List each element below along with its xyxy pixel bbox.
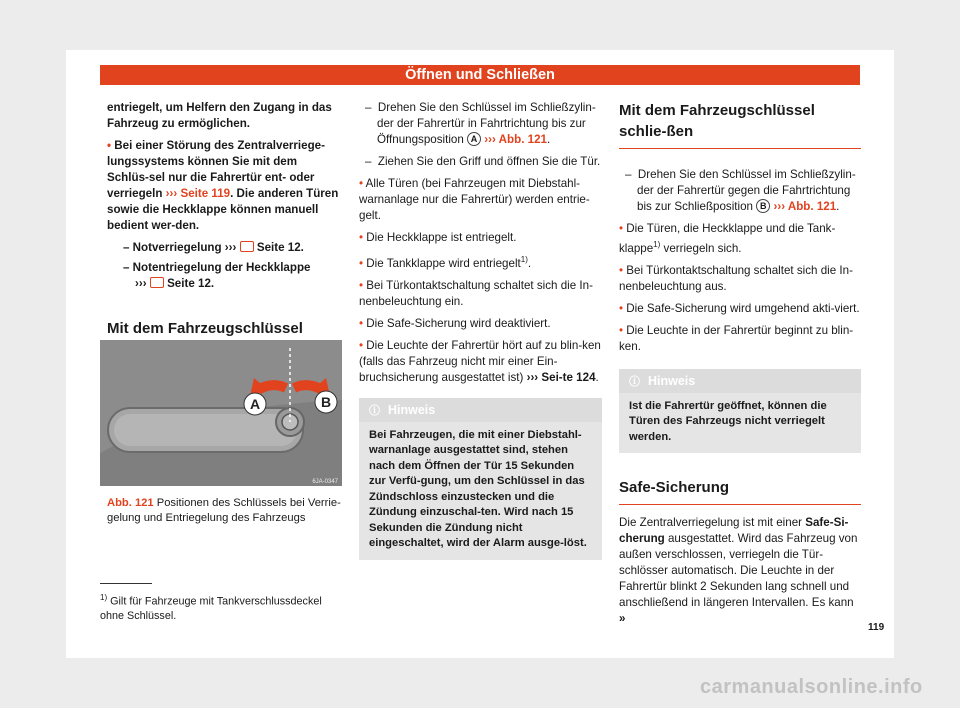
open-bullet-2 (359, 230, 602, 246)
hint-title: Hinweis (388, 402, 436, 417)
page-ref-link[interactable]: ››› Seite 119 (165, 187, 231, 200)
close-bullet-1-text: Die Türen, die Heckklappe und die Tank-klappe (619, 222, 836, 255)
emergency-lock-label: Notverriegelung ››› (132, 241, 237, 254)
close-bullet-1-tail: verriegeln sich. (660, 241, 742, 255)
figure-caption (107, 496, 342, 526)
close-bullet-4-text: Die Leuchte in der Fahrertür beginnt zu blin-ken. (619, 323, 854, 353)
malfunction-bullet (107, 138, 342, 234)
bullet-icon: • (359, 278, 364, 292)
page-number: 119 (868, 622, 885, 633)
watermark: carmanualsonline.info (700, 676, 923, 698)
footnote (100, 591, 340, 623)
safe-paragraph (619, 515, 861, 627)
figure-ref-link[interactable]: ››› Abb. 121 (484, 133, 547, 146)
bullet-icon: • (619, 301, 624, 315)
bullet-icon: • (619, 323, 624, 337)
open-step-2: – Ziehen Sie den Griff und öffnen Sie die Tür. (365, 155, 601, 168)
lock-icon (150, 277, 164, 288)
figure-code: 6JA-0347 (312, 479, 338, 485)
close-bullet-3 (619, 301, 861, 317)
malfunction-text-2: . Die anderen Türen sowie die Heckklappe können manuell bedient wer-den. (107, 187, 339, 232)
bullet-icon: • (359, 316, 364, 330)
open-bullet-4-text: Bei Türkontaktschaltung schaltet sich die In-nenbeleuchtung ein. (359, 278, 593, 308)
position-marker-b: B (756, 199, 770, 213)
column-left (107, 100, 342, 377)
open-bullet-5 (359, 316, 602, 332)
intro-text: entriegelt, um Helfern den Zugang in das Fahrzeug zu ermöglichen. (107, 101, 332, 130)
info-icon: ⓘ (629, 375, 640, 388)
bullet-icon: • (619, 222, 624, 235)
open-bullet-2-text: Die Heckklappe ist entriegelt. (366, 231, 517, 244)
open-step-1: – Drehen Sie den Schlüssel im Schließzylin-der der Fahrertür in Fahrtrichtung bis zur Öffnungsposition A ››› Abb. 121. (365, 101, 596, 146)
footnote-divider (100, 583, 152, 584)
open-bullet-3: • Die Tankklappe wird entriegelt$^{1)}$. (359, 255, 532, 270)
caption-label: Abb. 121 (107, 497, 154, 509)
footnote-ref: 1) (520, 255, 528, 264)
hint-header (359, 398, 602, 422)
open-bullet-5-text: Die Safe-Sicherung wird deaktiviert. (366, 316, 551, 330)
caption-text: Positionen des Schlüssels bei Verrie-gelung und Entriegelung des Fahrzeugs (107, 497, 341, 524)
open-bullet-1-text: Alle Türen (bei Fahrzeugen mit Diebstahl-warnanlage nur die Fahrertür) werden entrie-gelt. (359, 177, 590, 222)
footnote-ref: 1) (653, 240, 661, 249)
door-lock-figure (100, 340, 342, 486)
bullet-icon: • (359, 177, 364, 190)
tailgate-unlock-item: – Notentriegelung der Heckklappe ››› Seite 12. (123, 261, 311, 290)
open-bullet-1 (359, 176, 602, 224)
hint-text: Ist die Fahrertür geöffnet, können die Türen des Fahrzeugs nicht verriegelt werden. (629, 399, 827, 443)
bullet-icon: • (359, 231, 364, 244)
info-icon: ⓘ (369, 404, 380, 417)
close-bullet-4 (619, 323, 861, 355)
tailgate-ref-prefix: ››› (135, 277, 147, 290)
key-cylinder-illustration (100, 340, 342, 486)
close-step-1-text: Drehen Sie den Schlüssel im Schließzylin-der der Fahrertür gegen die Fahrtrichtung bis zur Schließposition (637, 168, 856, 213)
footnote-mark: 1) (100, 593, 108, 602)
figure-label-a: A (249, 396, 261, 412)
hint-title: Hinweis (648, 373, 696, 388)
section-title-close: Mit dem Fahrzeugschlüssel schlie-ßen (619, 100, 861, 149)
lock-icon (240, 241, 254, 252)
close-bullet-2-text: Bei Türkontaktschaltung schaltet sich die In-nenbeleuchtung aus. (619, 263, 853, 293)
open-bullet-4 (359, 278, 602, 310)
column-middle (359, 100, 602, 560)
bullet-icon: • (359, 338, 364, 352)
hint-text: Bei Fahrzeugen, die mit einer Diebstahl-warnanlage ausgestattet sind, stehen nach dem Öffnen der Tür 15 Sekunden zur Verfü-gung, um den Schlüssel in das Zündschloss einzustecken und die Zündung einzuschal-ten. Wird nach 15 Sekunden die Zündung nicht eingeschaltet, wird der Alarm ausge-löst. (369, 428, 587, 550)
section-title-open: Mit dem Fahrzeugschlüssel (107, 318, 342, 367)
emergency-lock-item: – Notverriegelung ››› Seite 12. (123, 241, 304, 254)
safe-text-1: Die Zentralverriegelung ist mit einer (619, 516, 806, 530)
hint-box-close (619, 369, 861, 454)
bullet-icon: • (619, 263, 624, 277)
close-step-1: – Drehen Sie den Schlüssel im Schließzylin-der der Fahrertür gegen die Fahrtrichtung bis zur Schließposition B ››› Abb. 121. (625, 168, 856, 213)
close-bullet-1 (619, 221, 861, 257)
safe-bold-term: Safe-Si-cherung (619, 516, 849, 546)
bullet-icon: • (359, 256, 364, 270)
close-bullet-2 (619, 263, 861, 295)
continue-marker: » (619, 612, 626, 626)
open-step-2-text: Ziehen Sie den Griff und öffnen Sie die Tür. (377, 155, 601, 168)
open-bullet-6-text: Die Leuchte der Fahrertür hört auf zu blin-ken (falls das Fahrzeug nicht mir einer Ein-bruchsicherung ausgestattet ist) (359, 338, 601, 384)
hint-header (619, 369, 861, 393)
figure-label-b: B (320, 394, 332, 410)
open-bullet-6: • Die Leuchte der Fahrertür hört auf zu blin-ken (falls das Fahrzeug nicht mir einer Ein-bruchsicherung ausgestattet ist) ››› Sei-te 124. (359, 338, 601, 384)
hint-box-open (359, 398, 602, 560)
position-marker-a: A (467, 132, 481, 146)
open-bullet-3-text: Die Tankklappe wird entriegelt (366, 256, 521, 270)
close-bullet-3-text: Die Safe-Sicherung wird umgehend akti-viert. (626, 301, 860, 315)
figure-ref-link[interactable]: ››› Abb. 121 (773, 200, 837, 213)
tailgate-unlock-label: Notentriegelung der Heckklappe (132, 261, 311, 274)
page-ref-link[interactable]: ››› Sei-te 124 (526, 370, 596, 384)
safe-text-2: ausgestattet. Wird das Fahrzeug von außen verschlossen, verriegeln die Tür-schlösser automatisch. Die Leuchte in der Fahrertür blinkt 2 Sekunden lang schnell und anschließend in längeren Intervallen. Es kann (619, 532, 858, 610)
bullet-icon: • (107, 139, 112, 152)
footnote-text: Gilt für Fahrzeuge mit Tankverschlussdeckel ohne Schlüssel. (100, 595, 322, 622)
malfunction-text: Bei einer Störung des Zentralverriege-lungssystems können Sie mit dem Schlüs-sel nur die Fahrertür ent- oder verriegeln (107, 139, 325, 200)
column-right (619, 100, 861, 633)
section-title-safe: Safe-Sicherung (619, 477, 861, 505)
page-header-title: Öffnen und Schließen (100, 65, 860, 85)
emergency-lock-ref[interactable]: Seite 12. (256, 241, 304, 254)
open-step-1-text: Drehen Sie den Schlüssel im Schließzylin-der der Fahrertür in Fahrtrichtung bis zur Öffnungsposition (377, 101, 596, 146)
tailgate-unlock-ref[interactable]: Seite 12. (167, 277, 215, 290)
